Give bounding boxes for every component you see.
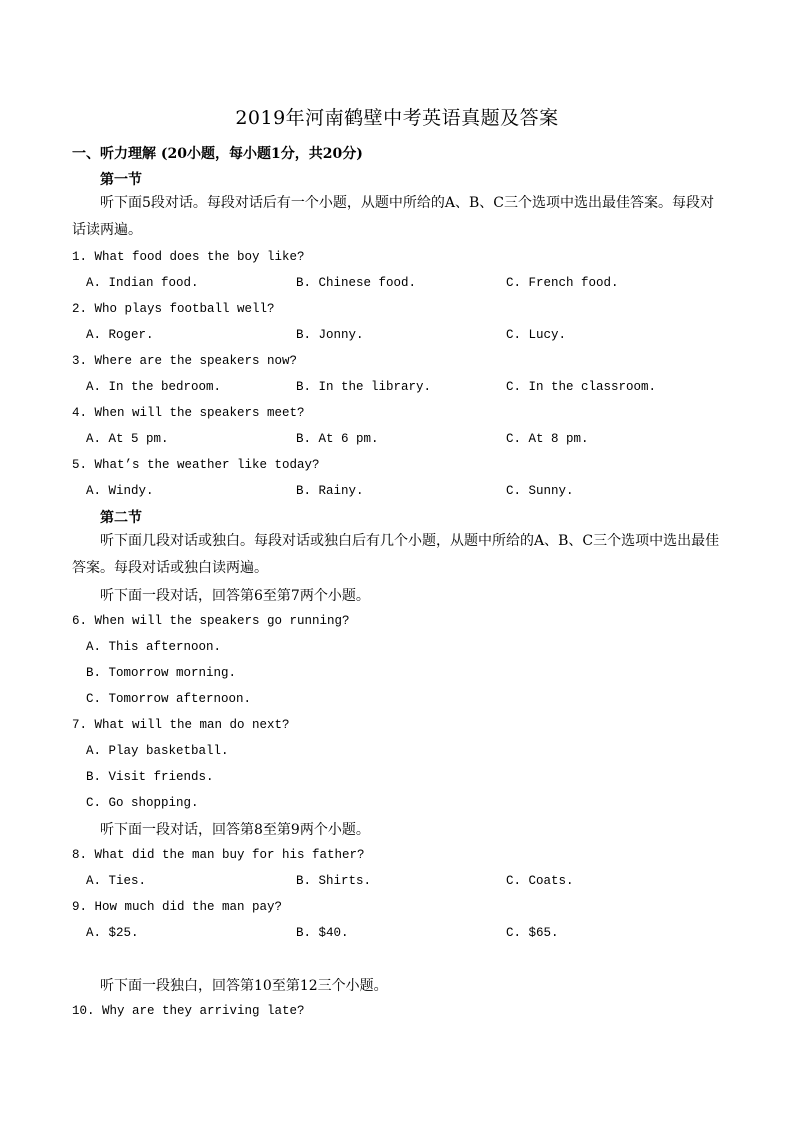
option-6b: B. Tomorrow morning.	[86, 666, 237, 680]
option-9b: B. $40.	[296, 926, 349, 940]
option-8b: B. Shirts.	[296, 874, 372, 888]
question-9: 9. How much did the man pay?	[72, 900, 283, 914]
part1-heading: 第一节	[100, 172, 142, 188]
question-10: 10. Why are they arriving late?	[72, 1004, 305, 1018]
option-7b: B. Visit friends.	[86, 770, 214, 784]
option-3b: B. In the library.	[296, 380, 432, 394]
option-5c: C. Sunny.	[506, 484, 574, 498]
option-3c: C. In the classroom.	[506, 380, 657, 394]
option-8c: C. Coats.	[506, 874, 574, 888]
option-9c: C. $65.	[506, 926, 559, 940]
option-2c: C. Lucy.	[506, 328, 567, 342]
page-title: 2019年河南鹤壁中考英语真题及答案	[235, 107, 559, 129]
option-4c: C. At 8 pm.	[506, 432, 589, 446]
question-5: 5. What’s the weather like today?	[72, 458, 320, 472]
section-heading-listening: 一、听力理解 (20小题，每小题1分，共20分)	[72, 146, 363, 162]
option-7c: C. Go shopping.	[86, 796, 199, 810]
option-5b: B. Rainy.	[296, 484, 364, 498]
option-2b: B. Jonny.	[296, 328, 364, 342]
option-4b: B. At 6 pm.	[296, 432, 379, 446]
question-7: 7. What will the man do next?	[72, 718, 290, 732]
intro-questions-8-9: 听下面一段对话，回答第8至第9两个小题。	[100, 822, 370, 838]
option-2a: A. Roger.	[86, 328, 154, 342]
part2-heading: 第二节	[100, 510, 142, 526]
part1-instructions: 听下面5段对话。每段对话后有一个小题，从题中所给的A、B、C三个选项中选出最佳答案。每段对话读两遍。	[72, 195, 715, 238]
option-3a: A. In the bedroom.	[86, 380, 222, 394]
option-6a: A. This afternoon.	[86, 640, 222, 654]
question-2: 2. Who plays football well?	[72, 302, 275, 316]
option-1c: C. French food.	[506, 276, 619, 290]
option-8a: A. Ties.	[86, 874, 147, 888]
option-1a: A. Indian food.	[86, 276, 199, 290]
intro-questions-6-7: 听下面一段对话，回答第6至第7两个小题。	[100, 588, 370, 604]
question-3: 3. Where are the speakers now?	[72, 354, 298, 368]
option-9a: A. $25.	[86, 926, 139, 940]
intro-questions-10-12: 听下面一段独白，回答第10至第12三个小题。	[100, 978, 388, 994]
question-6: 6. When will the speakers go running?	[72, 614, 350, 628]
option-1b: B. Chinese food.	[296, 276, 417, 290]
option-4a: A. At 5 pm.	[86, 432, 169, 446]
question-4: 4. When will the speakers meet?	[72, 406, 305, 420]
option-5a: A. Windy.	[86, 484, 154, 498]
part2-instructions: 听下面几段对话或独白。每段对话或独白后有几个小题，从题中所给的A、B、C三个选项中选出最佳答案。每段对话或独白读两遍。	[72, 533, 720, 576]
option-6c: C. Tomorrow afternoon.	[86, 692, 252, 706]
option-7a: A. Play basketball.	[86, 744, 229, 758]
question-1: 1. What food does the boy like?	[72, 250, 305, 264]
question-8: 8. What did the man buy for his father?	[72, 848, 365, 862]
